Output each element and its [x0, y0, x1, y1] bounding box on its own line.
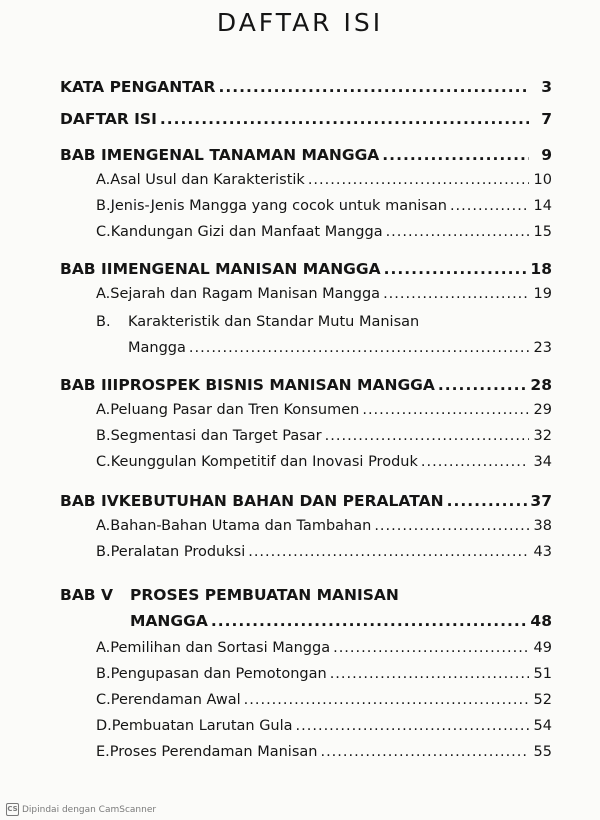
dot-leader [189, 340, 529, 356]
section-letter: A. [96, 402, 111, 418]
section-label: Perendaman Awal [110, 692, 241, 708]
dot-leader [438, 376, 528, 394]
section-entry [96, 692, 552, 716]
chapter-title: MENGENAL TANAMAN MANGGA [106, 146, 380, 164]
section-entry [96, 666, 552, 690]
dot-leader [330, 666, 529, 682]
section-entry [96, 718, 552, 742]
section-letter: B. [96, 198, 111, 214]
dot-leader [320, 744, 529, 760]
section-letter: A. [96, 518, 111, 534]
chapter-heading-5 [60, 586, 552, 610]
section-label: Kandungan Gizi dan Manfaat Mangga [110, 224, 383, 240]
section-entry [96, 428, 552, 452]
toc-page-number: 38 [533, 518, 552, 534]
chapter-title: MENGENAL MANISAN MANGGA [112, 260, 381, 278]
toc-page-number: 51 [533, 666, 552, 682]
chapter-number: BAB III [60, 376, 119, 394]
toc-page-number: 15 [533, 224, 552, 240]
section-label: Peralatan Produksi [110, 544, 246, 560]
toc-page-number: 3 [541, 78, 552, 96]
toc-page-number: 23 [533, 340, 552, 356]
section-entry [96, 640, 552, 664]
toc-page-number: 7 [541, 110, 552, 128]
section-label: Jenis-Jenis Mangga yang cocok untuk manisan [110, 198, 447, 214]
dot-leader [308, 172, 529, 188]
section-entry [96, 198, 552, 222]
toc-page-number: 43 [533, 544, 552, 560]
toc-entry-kata-pengantar [60, 78, 552, 102]
section-letter: C. [96, 224, 111, 240]
section-letter: B. [96, 666, 111, 682]
toc-page-number: 52 [533, 692, 552, 708]
scanner-watermark-text: Dipindai dengan CamScanner [22, 804, 157, 815]
section-label: Pembuatan Larutan Gula [111, 718, 293, 734]
dot-leader [450, 198, 529, 214]
chapter-heading-1 [60, 146, 552, 170]
toc-entry-label: DAFTAR ISI [60, 110, 157, 128]
chapter-heading-2 [60, 260, 552, 284]
dot-leader [248, 544, 529, 560]
chapter-number: BAB IV [60, 492, 119, 510]
section-label: Karakteristik dan Standar Mutu Manisan [128, 314, 420, 330]
chapter-title: PROSPEK BISNIS MANISAN MANGGA [118, 376, 435, 394]
dot-leader [383, 286, 529, 302]
toc-page-number: 10 [533, 172, 552, 188]
toc-page-number: 34 [533, 454, 552, 470]
dot-leader [362, 402, 529, 418]
toc-page-number: 29 [533, 402, 552, 418]
page-title: DAFTAR ISI [216, 8, 384, 37]
dot-leader [160, 110, 529, 128]
section-letter: B. [96, 544, 111, 560]
toc-page-number: 37 [530, 492, 552, 510]
toc-page-number: 48 [530, 612, 552, 630]
section-label-continuation: Mangga [128, 340, 186, 356]
section-letter: A. [96, 286, 111, 302]
section-label: Segmentasi dan Target Pasar [110, 428, 322, 444]
section-entry [96, 224, 552, 248]
section-letter: B. [96, 314, 111, 330]
section-entry [96, 454, 552, 478]
dot-leader [382, 146, 529, 164]
toc-page-number: 9 [541, 146, 552, 164]
toc-entry-daftar-isi [60, 110, 552, 134]
chapter-heading-3 [60, 376, 552, 400]
section-label: Asal Usul dan Karakteristik [110, 172, 305, 188]
camscanner-logo-icon: CS [6, 803, 19, 816]
section-letter: C. [96, 692, 111, 708]
section-letter: E. [96, 744, 110, 760]
section-entry [96, 172, 552, 196]
section-label: Proses Perendaman Manisan [109, 744, 318, 760]
chapter-number: BAB V [60, 586, 114, 604]
chapter-heading-5-continuation [130, 612, 552, 636]
section-label: Bahan-Bahan Utama dan Tambahan [110, 518, 372, 534]
dot-leader [447, 492, 528, 510]
dot-leader [384, 260, 528, 278]
chapter-number: BAB II [60, 260, 113, 278]
dot-leader [333, 640, 529, 656]
section-letter: B. [96, 428, 111, 444]
section-letter: C. [96, 454, 111, 470]
toc-page-number: 14 [533, 198, 552, 214]
section-entry [96, 286, 552, 310]
toc-page-number: 55 [533, 744, 552, 760]
scanner-watermark [6, 803, 156, 816]
section-entry [96, 744, 552, 768]
section-letter: D. [96, 718, 112, 734]
section-entry [96, 402, 552, 426]
toc-page-number: 32 [533, 428, 552, 444]
toc-page-number: 28 [530, 376, 552, 394]
section-label: Sejarah dan Ragam Manisan Mangga [110, 286, 381, 302]
section-entry [96, 518, 552, 542]
dot-leader [244, 692, 529, 708]
dot-leader [218, 78, 529, 96]
section-label: Peluang Pasar dan Tren Konsumen [110, 402, 360, 418]
section-label: Pemilihan dan Sortasi Mangga [110, 640, 331, 656]
chapter-title: PROSES PEMBUATAN MANISAN [130, 586, 399, 604]
chapter-title-continuation: MANGGA [130, 612, 208, 630]
section-letter: A. [96, 640, 111, 656]
dot-leader [421, 454, 529, 470]
toc-entry-label: KATA PENGANTAR [60, 78, 216, 96]
dot-leader [211, 612, 528, 630]
section-entry [96, 314, 552, 338]
chapter-number: BAB I [60, 146, 107, 164]
dot-leader [386, 224, 529, 240]
section-entry [96, 544, 552, 568]
dot-leader [296, 718, 529, 734]
section-entry-continuation [128, 340, 552, 364]
chapter-heading-4 [60, 492, 552, 516]
toc-page-number: 49 [533, 640, 552, 656]
section-letter: A. [96, 172, 111, 188]
dot-leader [325, 428, 529, 444]
section-label: Keunggulan Kompetitif dan Inovasi Produk [110, 454, 418, 470]
section-label: Pengupasan dan Pemotongan [110, 666, 327, 682]
toc-page-number: 54 [533, 718, 552, 734]
toc-page-number: 19 [533, 286, 552, 302]
chapter-title: KEBUTUHAN BAHAN DAN PERALATAN [118, 492, 444, 510]
dot-leader [374, 518, 529, 534]
toc-page-number: 18 [530, 260, 552, 278]
